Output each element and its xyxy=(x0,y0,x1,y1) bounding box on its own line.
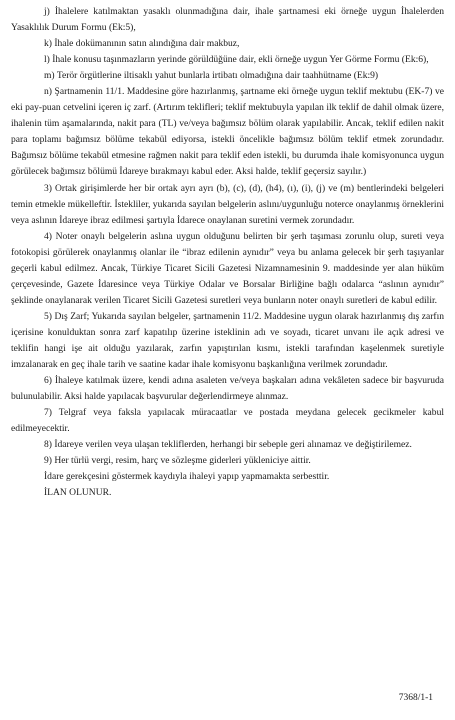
announcement-closing: İLAN OLUNUR. xyxy=(44,487,112,499)
paragraph-clause-5: 5) Dış Zarf; Yukarıda sayılan belgeler, şartnamenin 11/2. Maddesine uygun olarak hazırlanmış dış zarfın içerisine konulduktan sonra zarf kapatılıp üzerine isteklinin adı ve soyadı, ticaret unvanı ile açık adresi ve teklifin hangi işe ait olduğu yazılarak, zarfın yapıştırılan kısmı, istekli tarafından kaşelenmek suretiyle imzalanarak en geç ihale tarih ve saatine kadar ihale komisyonu başkanlığına verilmek zorundadır. xyxy=(11,310,444,371)
paragraph-item-n: n) Şartnamenin 11/1. Maddesine göre hazırlanmış, şartname eki örneğe uygun teklif mektubu (EK-7) ve eki pay-puan cetvelini içeren iç zarf. (Artırım teklifleri; teklif mektubuyla yapılan ilk teklif de dahil olmak üzere, ihalenin tüm aşamalarında, nakit para (TL) ve/veya bağımsız bölüm olarak yapılabilir. Ancak, teklif edilen nakit para toplamı bağımsız bölüme tekabül ediyorsa, istekli öncelikle bağımsız bölüm teklif etmek zorundadır. Bağımsız bölüme tekabül etmesine rağmen nakit para teklif eden istekli, bu durumda ihale komisyonunca uygun görülecek bağımsız bölümü İdareye bırakmayı kabul eder. Aksi halde, teklif geçersiz sayılır.) xyxy=(11,86,444,178)
paragraph-item-k: k) İhale dokümanının satın alındığına dair makbuz, xyxy=(44,38,240,50)
paragraph-item-j: j) İhalelere katılmaktan yasaklı olunmadığına dair, ihale şartnamesi eki örneğe uygun İhalelerden Yasaklılık Durum Formu (Ek:5), xyxy=(11,6,444,34)
paragraph-clause-3: 3) Ortak girişimlerde her bir ortak ayrı ayrı (b), (c), (d), (h4), (ı), (i), (j) ve (m) bentlerindeki belgeleri temin etmekle mükelleftir. İstekliler, yukarıda sayılan belgelerin aslını/uygunluğu noterce onaylanmış örneklerini veya aslının İdareye ibraz edilmesi şartıyla İdarece onaylanan suretini vermek zorundadır. xyxy=(11,182,444,226)
paragraph-clause-9: 9) Her türlü vergi, resim, harç ve sözleşme giderleri yükleniciye aittir. xyxy=(44,455,311,467)
paragraph-clause-8: 8) İdareye verilen veya ulaşan tekliflerden, herhangi bir sebeple geri alınamaz ve değiştirilemez. xyxy=(44,439,412,451)
paragraph-clause-7: 7) Telgraf veya faksla yapılacak müracaatlar ve postada meydana gelecek gecikmeler kabul edilmeyecektir. xyxy=(11,407,444,435)
paragraph-clause-6: 6) İhaleye katılmak üzere, kendi adına asaleten ve/veya başkaları adına vekâleten sadece bir başvuruda bulunulabilir. Aksi halde yapılacak başvurular değerlendirmeye alınmaz. xyxy=(11,375,444,403)
footer-reference-code: 7368/1-1 xyxy=(398,693,433,703)
paragraph-administration-note: İdare gerekçesini göstermek kaydıyla ihaleyi yapıp yapmamakta serbesttir. xyxy=(44,471,330,483)
paragraph-item-m: m) Terör örgütlerine iltisaklı yahut bunlarla irtibatı olmadığına dair taahhütname (Ek:9) xyxy=(44,70,379,82)
paragraph-clause-4: 4) Noter onaylı belgelerin aslına uygun olduğunu belirten bir şerh taşıması zorunlu olup, sureti veya fotokopisi görülerek onaylanmış olanlar ile “ibraz edilenin aynıdır” veya bu anlama gelecek bir şerh taşıyanlar geçerli kabul edilmez. Ancak, Türkiye Ticaret Sicili Gazetesi Nizamnamesinin 9. maddesinde yer alan hüküm çerçevesinde, Gazete İdaresince veya Türkiye Odalar ve Borsalar Birliğine bağlı odalarca “aslının aynıdır” şeklinde onaylanarak verilen Ticaret Sicili Gazetesi suretleri veya bunların noter onaylı suretleri de kabul edilir. xyxy=(11,230,444,306)
paragraph-item-l: l) İhale konusu taşınmazların yerinde görüldüğüne dair, ekli örneğe uygun Yer Görme Formu (Ek:6), xyxy=(44,54,429,66)
